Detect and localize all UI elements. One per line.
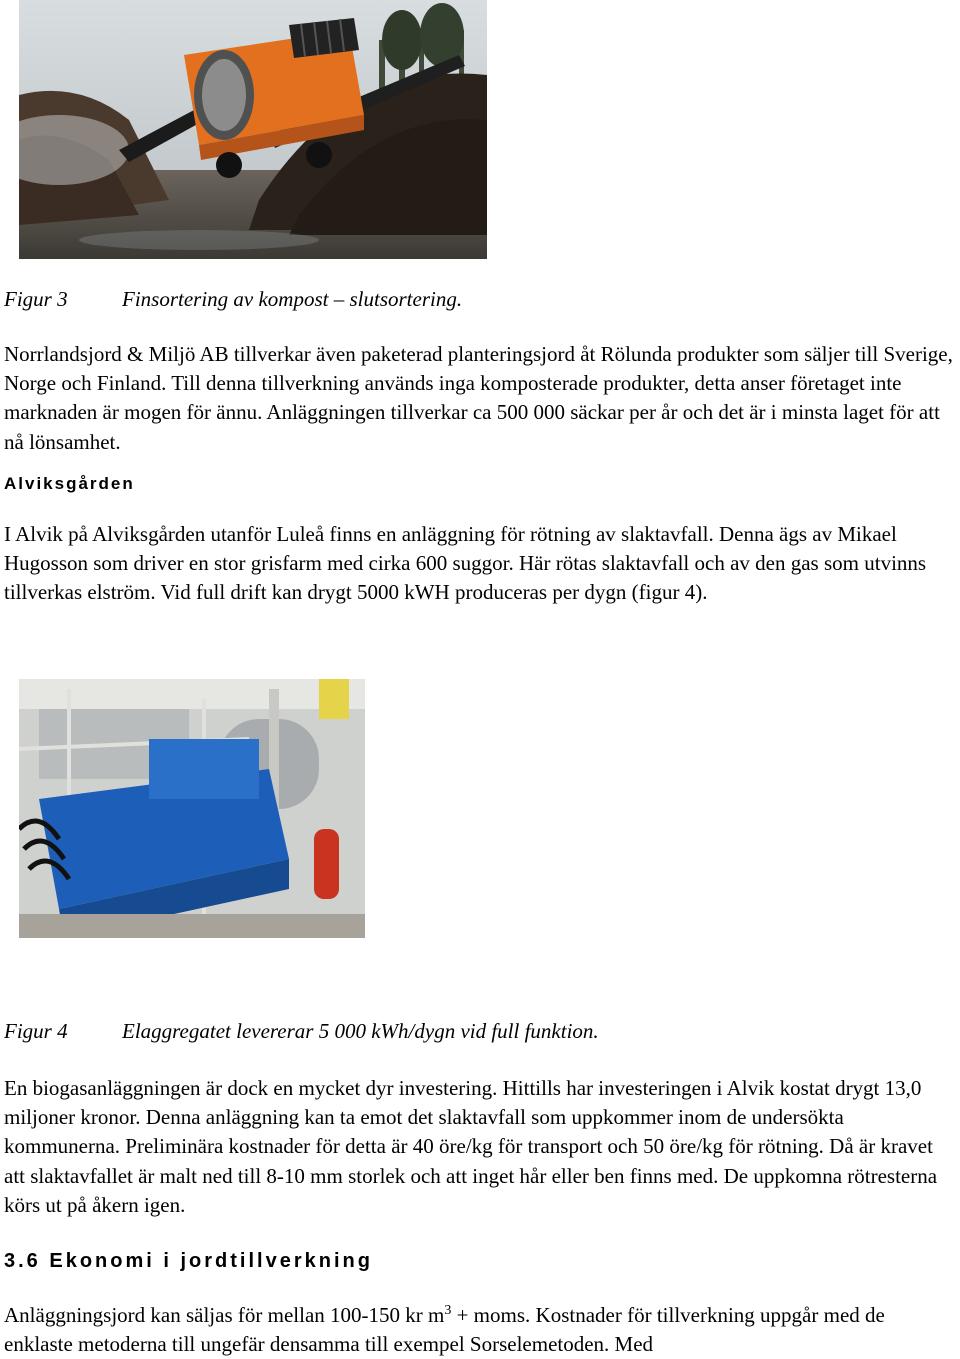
- paragraph-norrlandsjord: Norrlandsjord & Miljö AB tillverkar även paketerad planteringsjord åt Rölunda produkter som säljer till Sverige, Norge och Finland. Till denna tillverkning används inga komposterade produkter, detta anser företaget inte marknaden är mogen för ännu. Anläggningen tillverkar ca 500 000 säckar per år och det är i minsta laget för att nå lönsamhet.: [4, 342, 953, 454]
- figure-3-photo: [19, 0, 487, 259]
- figure-4-label: Figur 4: [4, 1019, 68, 1043]
- paragraph-anlaggningsjord-start: Anläggningsjord kan säljas för mellan 100-150 kr m: [4, 1303, 445, 1327]
- superscript-cubic: 3: [444, 1303, 452, 1318]
- section-heading-alviksgarden: Alviksgården: [4, 474, 135, 493]
- paragraph-alvik: I Alvik på Alviksgården utanför Luleå finns en anläggning för rötning av slaktavfall. Denna ägs av Mikael Hugosson som driver en stor grisfarm med cirka 600 suggor. Här rötas slaktavfall och av den gas som utvinns tillverkas elström. Vid full drift kan drygt 5000 kWH produceras per dygn (figur 4).: [4, 522, 927, 605]
- figure-4-caption: [4, 1018, 904, 1044]
- figure-3-caption: [4, 286, 904, 312]
- generator-illustration: [19, 679, 365, 938]
- paragraph-anlaggningsjord: [4, 1296, 956, 1359]
- figure-4-caption-text: Elaggregatet levererar 5 000 kWh/dygn vid full funktion.: [122, 1019, 599, 1043]
- paragraph-biogas: En biogasanläggningen är dock en mycket dyr investering. Hittills har investeringen i Alvik kostat drygt 13,0 miljoner kronor. Denna anläggning kan ta emot det slaktavfall som uppkommer inom de undersökta kommunerna. Preliminära kostnader för detta är 40 öre/kg för transport och 50 öre/kg för rötning. Då är kravet att slaktavfallet är malt ned till 8-10 mm storlek och att inget hår eller ben finns med. De uppkomna rötresterna körs ut på åkern igen.: [4, 1076, 938, 1217]
- figure-4-photo: [19, 679, 365, 938]
- paragraph-anlaggningsjord-rest: + moms. Kostnader för tillverkning uppgår med de enklaste metoderna till ungefär densamma till exempel Sorselemetoden. Med: [4, 1303, 885, 1357]
- figure-3-caption-text: Finsortering av kompost – slutsortering.: [122, 287, 463, 311]
- figure-3-label: Figur 3: [4, 287, 68, 311]
- compost-screener-illustration: [19, 0, 487, 259]
- section-heading-ekonomi: 3.6 Ekonomi i jordtillverkning: [4, 1250, 373, 1272]
